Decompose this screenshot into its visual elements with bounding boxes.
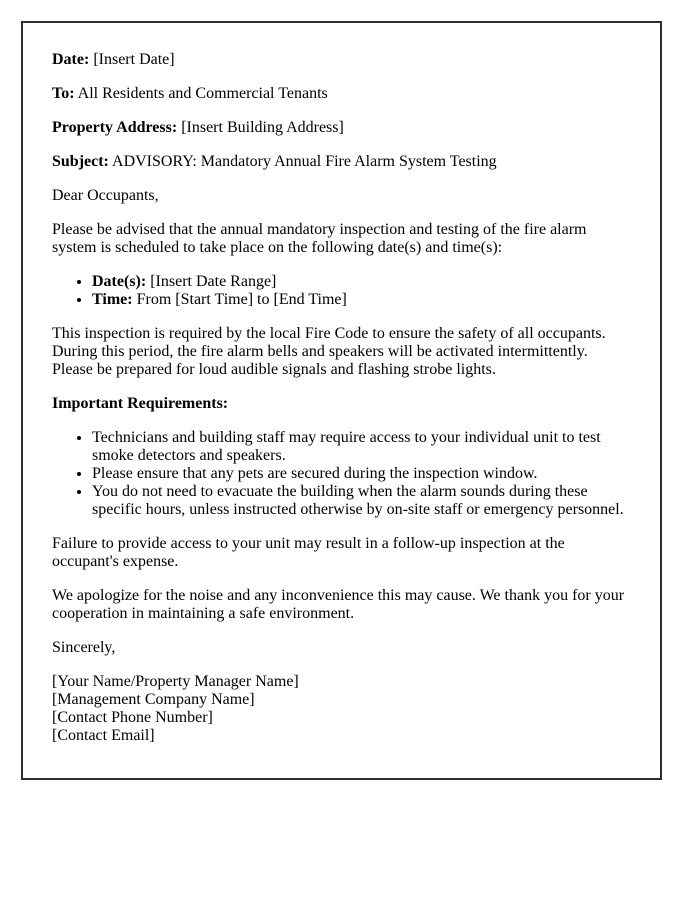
requirement-item-pets: • Please ensure that any pets are secured during the inspection window. [92, 465, 631, 483]
schedule-time-label: Time: [92, 291, 133, 308]
schedule-time-value: From [Start Time] to [End Time] [132, 291, 347, 308]
inspection-paragraph: This inspection is required by the local Fire Code to ensure the safety of all occupants. During this period, the fire alarm bells and speakers will be activated intermittently. Please be prepared for loud audible signals and flashing strobe lights. [52, 325, 606, 378]
signature-phone: [Contact Phone Number] [52, 709, 213, 726]
subject-value: ADVISORY: Mandatory Annual Fire Alarm System Testing [108, 153, 497, 170]
signature-email: [Contact Email] [52, 727, 155, 744]
apology-paragraph: We apologize for the noise and any inconvenience this may cause. We thank you for your cooperation in maintaining a safe environment. [52, 587, 625, 622]
property-address-value: [Insert Building Address] [177, 119, 344, 136]
schedule-dates-value: [Insert Date Range] [146, 273, 277, 290]
property-address-line [52, 119, 631, 137]
schedule-item-dates [92, 273, 631, 291]
requirements-heading [52, 395, 631, 413]
signature-name: [Your Name/Property Manager Name] [52, 673, 299, 690]
to-value: All Residents and Commercial Tenants [74, 85, 328, 102]
closing: Sincerely, [52, 639, 116, 656]
signature-company: [Management Company Name] [52, 691, 255, 708]
property-address-label: Property Address: [52, 119, 178, 136]
schedule-item-time [92, 291, 631, 309]
to-line [52, 85, 631, 103]
subject-label: Subject: [52, 153, 109, 170]
date-line [52, 51, 631, 69]
salutation: Dear Occupants, [52, 187, 159, 204]
requirements-list [52, 429, 631, 519]
to-label: To: [52, 85, 75, 102]
date-value: [Insert Date] [89, 51, 175, 68]
schedule-dates-label: Date(s): [92, 273, 147, 290]
date-label: Date: [52, 51, 90, 68]
requirement-item-evacuation: • You do not need to evacuate the building when the alarm sounds during these specific hours, unless instructed otherwise by on-site staff or emergency personnel. [92, 483, 631, 519]
schedule-list [52, 273, 631, 309]
failure-paragraph: Failure to provide access to your unit may result in a follow-up inspection at the occupant's expense. [52, 535, 565, 570]
requirement-item-access: • Technicians and building staff may require access to your individual unit to test smoke detectors and speakers. [92, 429, 631, 465]
subject-line [52, 153, 631, 171]
intro-paragraph: Please be advised that the annual mandatory inspection and testing of the fire alarm system is scheduled to take place on the following date(s) and time(s): [52, 221, 587, 256]
requirements-heading-text: Important Requirements: [52, 395, 229, 412]
letter-document [21, 21, 662, 780]
signature-block [52, 673, 631, 745]
